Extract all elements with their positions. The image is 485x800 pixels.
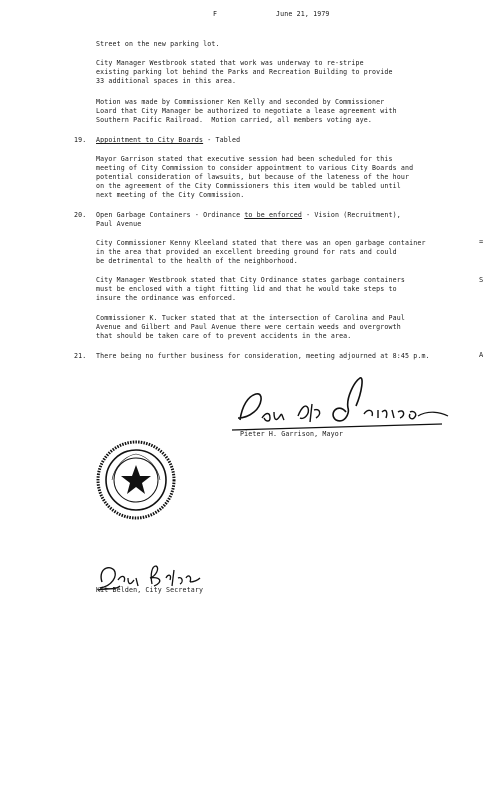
paragraph-line: on the agreement of the City Commissioners this item would be tabled until [96,182,401,190]
paragraph-line: in the area that provided an excellent breeding ground for rats and could [96,248,397,256]
item-title-suffix: - Tabled [203,136,241,144]
item-number: 21. [74,352,87,360]
margin-mark: = [479,238,484,246]
page-number: F [213,10,218,18]
page-date: June 21, 1979 [276,10,330,18]
paragraph-line: Avenue and Gilbert and Paul Avenue there were certain weeds and overgrowth [96,323,401,331]
paragraph-line: that should be taken care of to prevent accidents in the area. [96,332,352,340]
item-title-underlined: Appointment to City Boards [96,136,204,144]
item-number: 20. [74,211,87,219]
item-title [96,211,401,220]
paragraph-line: Commissioner K. Tucker stated that at the intersection of Carolina and Paul [96,314,405,322]
paragraph-line: be detrimental to the health of the neighborhood. [96,257,298,265]
item-title-a: Open Garbage Containers - Ordinance [96,211,245,219]
paragraph-line: City Manager Westbrook stated that work was underway to re-stripe [96,59,364,67]
paragraph-line: next meeting of the City Commission. [96,191,245,199]
paragraph-line: must be enclosed with a tight fitting lid and that he would take steps to [96,285,397,293]
city-seal-icon [94,438,178,522]
margin-mark: A [479,351,484,359]
paragraph-line: existing parking lot behind the Parks and Recreation Building to provide [96,68,393,76]
paragraph-line: Mayor Garrison stated that executive session had been scheduled for this [96,155,393,163]
paragraph-line: City Manager Westbrook stated that City Ordinance states garbage containers [96,276,405,284]
paragraph-line: potential consideration of lawsuits, but because of the lateness of the hour [96,173,410,181]
paragraph-line: Loard that City Manager be authorized to negotiate a lease agreement with [96,107,397,115]
paragraph-line: City Commissioner Kenny Kleeland stated that there was an open garbage container [96,239,426,247]
item-title-line2: Paul Avenue [96,220,142,228]
paragraph-line: meeting of City Commission to consider appointment to various City Boards and [96,164,414,172]
mayor-label: Pieter H. Garrison, Mayor [240,430,343,438]
margin-mark: S [479,276,484,284]
intro-line: Street on the new parking lot. [96,40,220,48]
paragraph-line: There being no further business for consideration, meeting adjourned at 8:45 p.m. [96,352,430,360]
item-title [96,136,240,145]
paragraph-line: Motion was made by Commissioner Ken Kelly and seconded by Commissioner [96,98,385,106]
item-number: 19. [74,136,87,144]
paragraph-line: insure the ordinance was enforced. [96,294,237,302]
item-title-c: - Vision (Recruitment), [302,211,401,219]
clerk-label: Kit Belden, City Secretary [96,586,204,594]
paragraph-line: 33 additional spaces in this area. [96,77,237,85]
paragraph-line: Southern Pacific Railroad. Motion carried, all members voting aye. [96,116,373,124]
item-title-underlined: to be enforced [244,211,302,219]
